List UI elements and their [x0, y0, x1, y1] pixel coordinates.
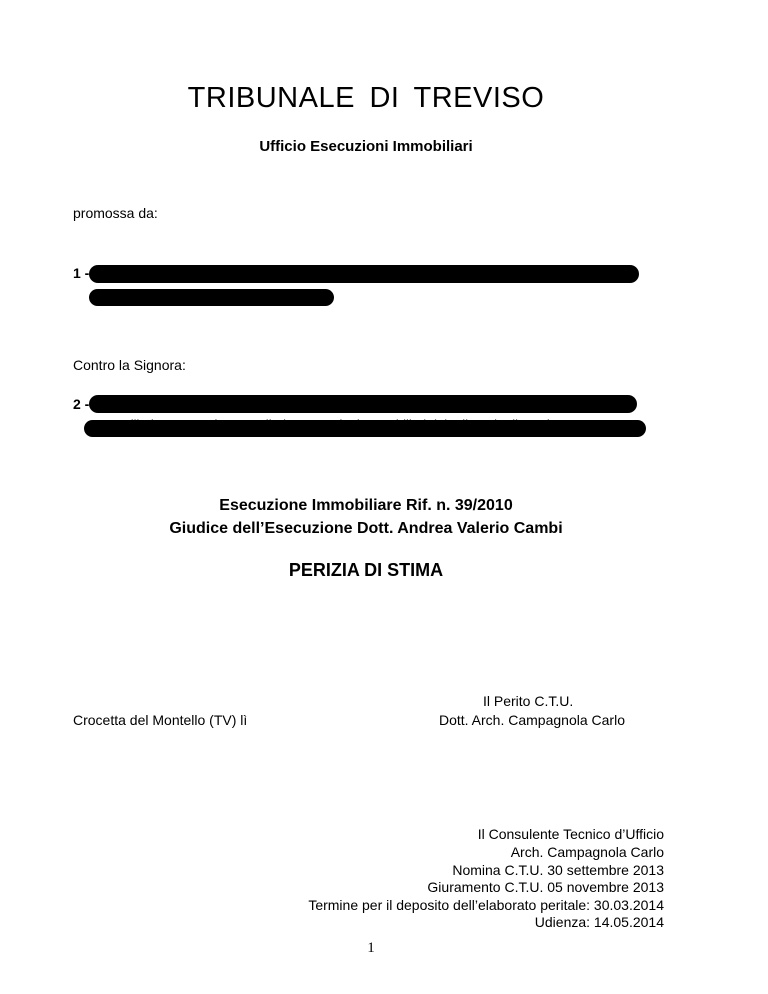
details-consultant-title: Il Consulente Tecnico d’Ufficio [477, 826, 664, 842]
document-title: TRIBUNALE DI TREVISO [187, 82, 545, 114]
signature-name: Dott. Arch. Campagnola Carlo [439, 712, 625, 728]
signature-place: Crocetta del Montello (TV) lì [73, 712, 248, 728]
execution-judge: Giudice dell’Esecuzione Dott. Andrea Valerio Cambi [169, 520, 563, 537]
promoter-label: promossa da: [73, 205, 158, 221]
details-hearing: Udienza: 14.05.2014 [534, 914, 664, 930]
details-consultant-name: Arch. Campagnola Carlo [510, 844, 664, 860]
redaction-bar [89, 289, 334, 306]
details-deadline: Termine per il deposito dell’elaborato peritale: 30.03.2014 [308, 897, 664, 913]
redaction-bar [89, 395, 637, 413]
signature-role: Il Perito C.T.U. [483, 693, 574, 709]
document-type-heading: PERIZIA DI STIMA [288, 560, 444, 580]
execution-reference: Esecuzione Immobiliare Rif. n. 39/2010 [219, 497, 513, 514]
details-appointment: Nomina C.T.U. 30 settembre 2013 [452, 862, 664, 878]
redacted-text-fragment: 'Tri [600, 398, 618, 413]
party-2-number: 2 - [73, 396, 90, 412]
details-oath: Giuramento C.T.U. 05 novembre 2013 [427, 879, 664, 895]
office-subtitle: Ufficio Esecuzioni Immobiliari [259, 138, 473, 155]
redaction-bar [84, 420, 646, 437]
redaction-bar [89, 265, 639, 283]
party-1-number: 1 - [73, 265, 90, 281]
page-number: 1 [367, 940, 375, 956]
against-label: Contro la Signora: [73, 357, 186, 373]
